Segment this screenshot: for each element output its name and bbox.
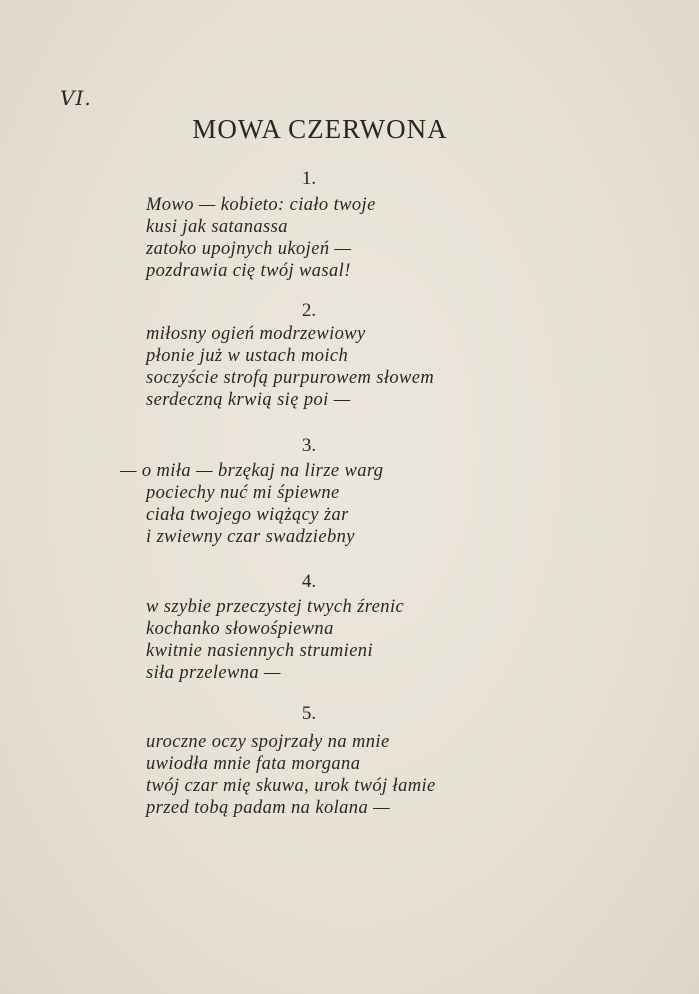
verse-line: zatoko upojnych ukojeń — — [146, 239, 352, 259]
verse-line: kochanko słowośpiewna — [146, 619, 334, 639]
verse-line: twój czar mię skuwa, urok twój łamie — [146, 776, 436, 796]
stanza-lines — [146, 731, 646, 819]
verse-line: uroczne oczy spojrzały na mnie — [146, 732, 390, 752]
verse-line: soczyście strofą purpurowem słowem — [146, 368, 435, 388]
stanza-lines — [146, 596, 646, 684]
verse-line: kwitnie nasiennych strumieni — [146, 641, 373, 661]
verse-line: — o miła — brzękaj na lirze warg — [120, 461, 384, 481]
page-title: MOWA CZERWONA — [192, 114, 448, 144]
verse-line: siła przelewna — — [146, 663, 281, 683]
stanza-lines — [120, 460, 646, 548]
verse-line: płonie już w ustach moich — [146, 346, 349, 366]
stanza-number: 5. — [301, 703, 317, 724]
verse-line: serdeczną krwią się poi — — [146, 390, 351, 410]
verse-line: kusi jak satanassa — [146, 217, 288, 237]
stanza-number: 1. — [301, 168, 317, 189]
stanza-number: 4. — [301, 571, 317, 592]
section-number: VI. — [60, 86, 92, 110]
stanza-lines — [146, 194, 646, 282]
verse-line: w szybie przeczystej twych źrenic — [146, 597, 405, 617]
verse-line: przed tobą padam na kolana — — [146, 798, 390, 818]
verse-line: Mowo — kobieto: ciało twoje — [146, 195, 376, 215]
stanza-number: 2. — [301, 300, 317, 321]
verse-line: i zwiewny czar swadziebny — [146, 527, 355, 547]
verse-line: ciała twojego wiążący żar — [146, 505, 349, 525]
stanza-number: 3. — [301, 435, 317, 456]
verse-line: pozdrawia cię twój wasal! — [146, 261, 351, 281]
stanza-lines — [146, 323, 646, 411]
verse-line: uwiodła mnie fata morgana — [146, 754, 361, 774]
verse-line: miłosny ogień modrzewiowy — [146, 324, 366, 344]
verse-line: pociechy nuć mi śpiewne — [146, 483, 340, 503]
